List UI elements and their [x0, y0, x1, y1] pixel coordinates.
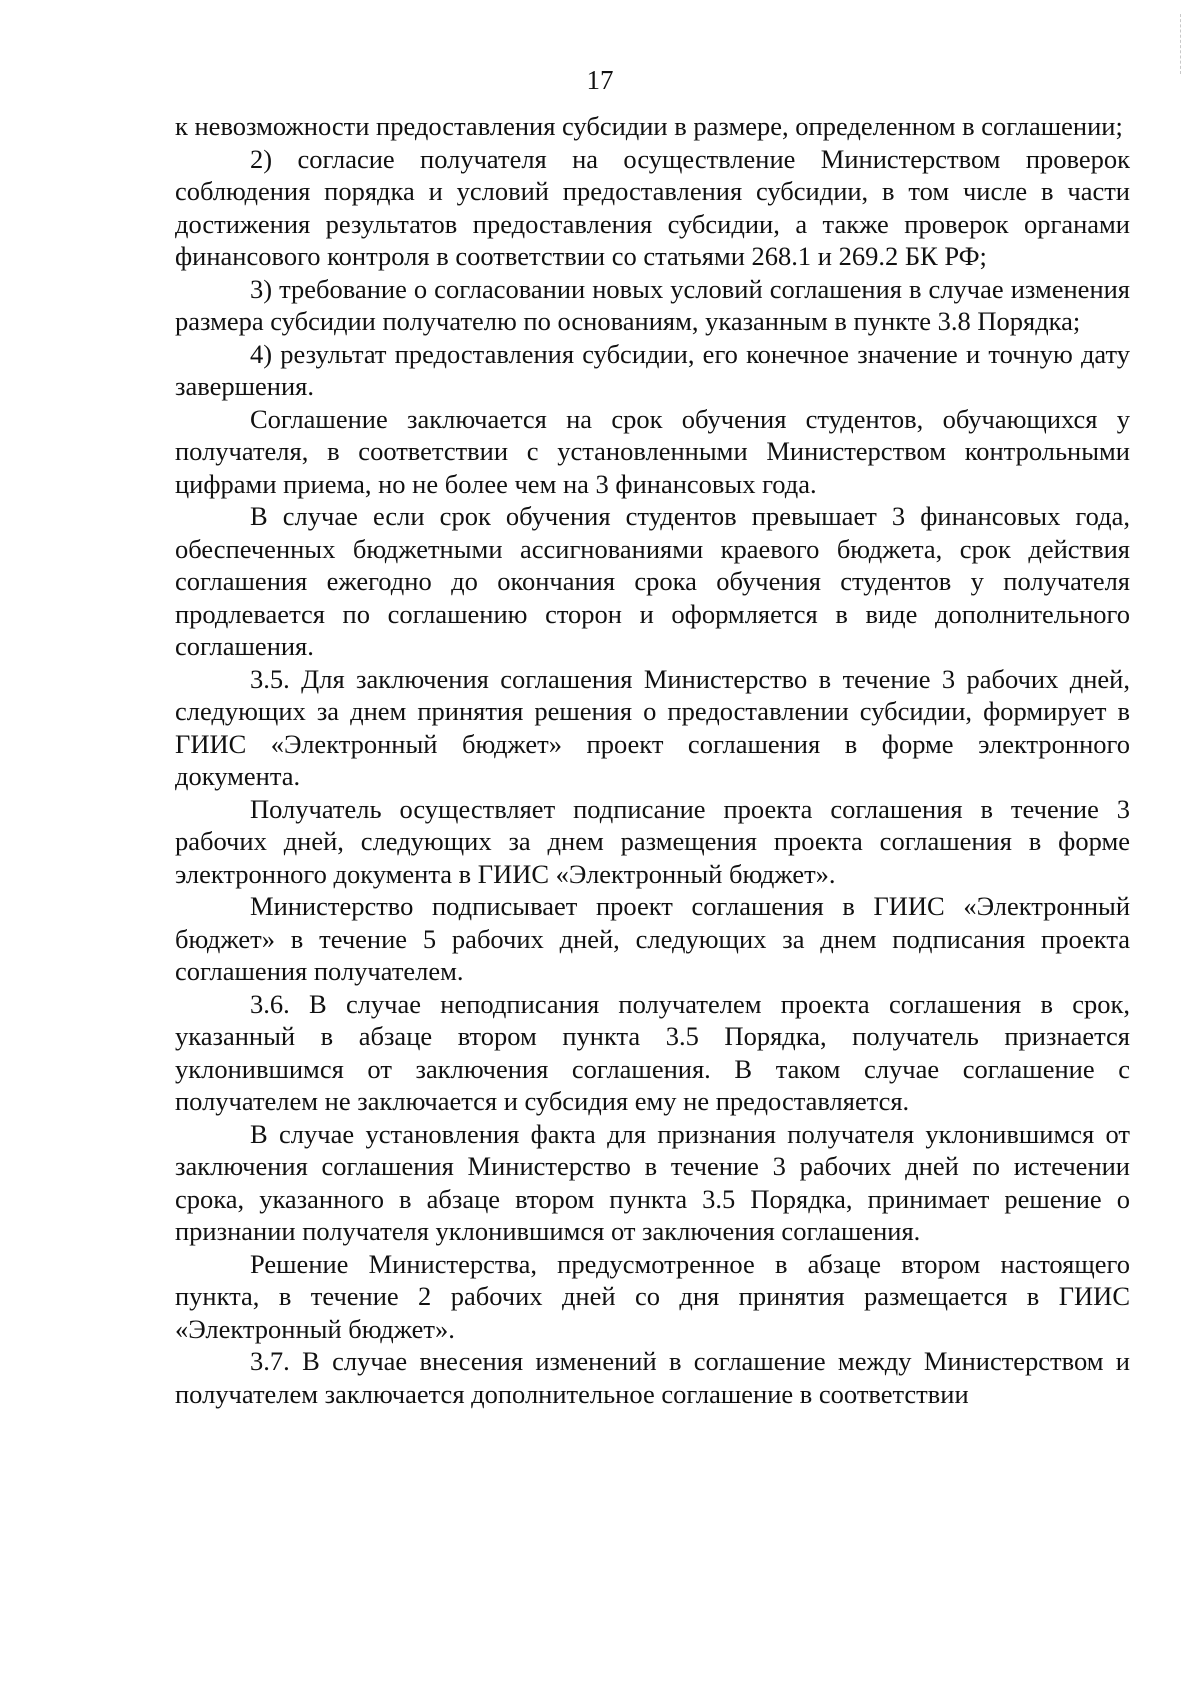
paragraph-3: 3) требование о согласовании новых условий соглашения в случае изменения размера субсидии получателю по основаниям, указанным в пункте 3.8 Порядка; [175, 273, 1130, 336]
paragraph-11: В случае установления факта для признания получателя уклонившимся от заключения соглашения Министерство в течение 3 рабочих дней по истечении срока, указанного в абзаце втором пункта 3.5 Порядка, принимает решение о признании получателя уклонившимся от заключения соглашения. [175, 1118, 1130, 1246]
paragraph-13: 3.7. В случае внесения изменений в соглашение между Министерством и получателем заключается дополнительное соглашение в соответствии [175, 1346, 1130, 1409]
paragraph-6: В случае если срок обучения студентов превышает 3 финансовых года, обеспеченных бюджетными ассигнованиями краевого бюджета, срок действия соглашения ежегодно до окончания срока обучения студентов у получателя продлевается по соглашению сторон и оформляется в виде дополнительного соглашения. [175, 501, 1130, 661]
paragraph-7: 3.5. Для заключения соглашения Министерство в течение 3 рабочих дней, следующих за днем принятия решения о предоставлении субсидии, формирует в ГИИС «Электронный бюджет» проект соглашения в форме электронного документа. [175, 663, 1130, 791]
document-body [175, 110, 1130, 1410]
paragraph-9: Министерство подписывает проект соглашения в ГИИС «Электронный бюджет» в течение 5 рабочих дней, следующих за днем подписания проекта соглашения получателем. [175, 891, 1130, 986]
paragraph-10: 3.6. В случае неподписания получателем проекта соглашения в срок, указанный в абзаце втором пункта 3.5 Порядка, получатель признается уклонившимся от заключения соглашения. В таком случае соглашение с получателем не заключается и субсидия ему не предоставляется. [175, 988, 1130, 1116]
paragraph-8: Получатель осуществляет подписание проекта соглашения в течение 3 рабочих дней, следующих за днем размещения проекта соглашения в форме электронного документа в ГИИС «Электронный бюджет». [175, 793, 1130, 889]
paragraph-2: 2) согласие получателя на осуществление Министерством проверок соблюдения порядка и условий предоставления субсидии, в том числе в части достижения результатов предоставления субсидии, а также проверок органами финансового контроля в соответствии со статьями 268.1 и 269.2 БК РФ; [175, 143, 1130, 271]
paragraph-4: 4) результат предоставления субсидии, его конечное значение и точную дату завершения. [175, 338, 1130, 401]
paragraph-12: Решение Министерства, предусмотренное в абзаце втором настоящего пункта, в течение 2 рабочих дней со дня принятия размещается в ГИИС «Электронный бюджет». [175, 1248, 1130, 1344]
page-number: 17 [586, 65, 614, 95]
paragraph-1: к невозможности предоставления субсидии в размере, определенном в соглашении; [175, 111, 1123, 141]
paragraph-5: Соглашение заключается на срок обучения студентов, обучающихся у получателя, в соответствии с установленными Министерством контрольными цифрами приема, но не более чем на 3 финансовых года. [175, 403, 1130, 499]
